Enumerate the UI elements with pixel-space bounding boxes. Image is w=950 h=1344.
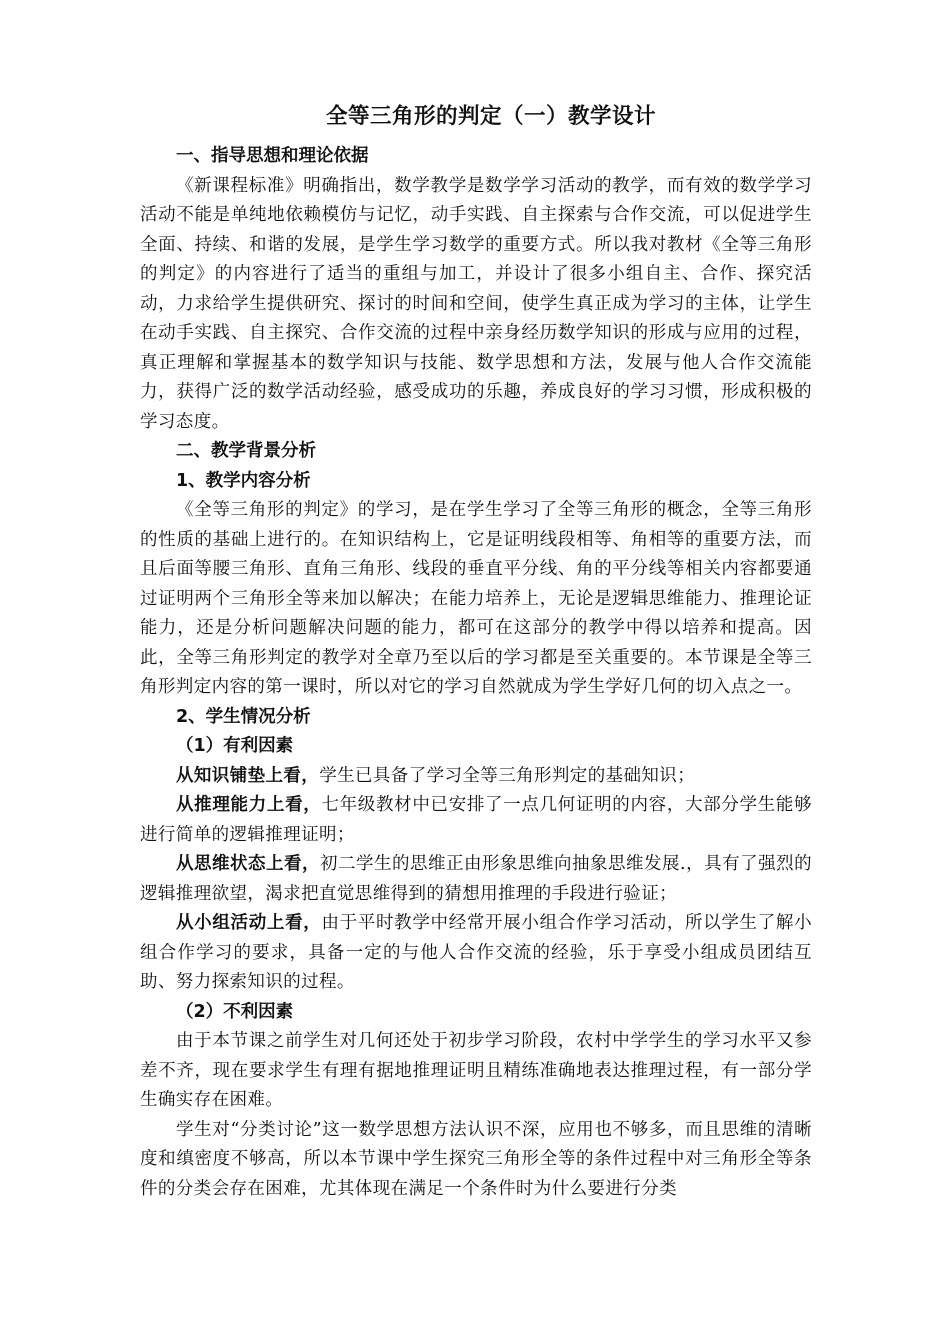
item-text: 初二学生的思维正由形象思维向抽象思维发展.，具有了强烈的逻辑推理欲望，渴求把直觉思维得到的猜想用推理的手段进行验证； — [140, 854, 813, 904]
subsection-heading-content-analysis: 1、教学内容分析 — [176, 470, 311, 491]
paragraph-unfavorable-1: 由于本节课之前学生对几何还处于初步学习阶段，农村中学学生的学习水平又参差不齐，现在要求学生有理有据地推理证明且精练准确地表达推理过程，有一部分学生确实存在困难。 — [140, 1031, 812, 1110]
section-heading-guiding-ideas: 一、指导思想和理论依据 — [176, 146, 369, 166]
favorable-item-reasoning — [140, 791, 812, 850]
paragraph-guiding-ideas: 《新课程标准》明确指出，数学教学是数学学习活动的教学，而有效的数学学习活动不能是单纯地依赖模仿与记忆，动手实践、自主探索与合作交流，可以促进学生全面、持续、和谐的发展，是学生学习数学的重要方式。所以我对教材《全等三角形的判定》的内容进行了适当的重组与加工，并设计了很多小组自主、合作、探究活动，力求给学生提供研究、探讨的时间和空间，使学生真正成为学习的主体，让学生在动手实践、自主探究、合作交流的过程中亲身经历数学知识的形成与应用的过程，真正理解和掌握基本的数学知识与技能、数学思想和方法，发展与他人合作交流能力，获得广泛的数学活动经验，感受成功的乐趣，养成良好的学习习惯，形成积极的学习态度。 — [140, 175, 812, 432]
item-text: 七年级教材中已安排了一点几何证明的内容，大部分学生能够进行简单的逻辑推理证明； — [140, 795, 812, 845]
item-lead: 从思维状态上看， — [176, 854, 321, 874]
favorable-item-thinking — [140, 850, 812, 909]
document-title: 全等三角形的判定（一）教学设计 — [325, 104, 656, 129]
subheading-unfavorable-factors: （2）不利因素 — [176, 1001, 294, 1022]
subheading-favorable-factors: （1）有利因素 — [176, 736, 294, 756]
item-text: 学生已具备了学习全等三角形判定的基础知识； — [319, 765, 696, 786]
paragraph-unfavorable-2: 学生对“分类讨论”这一数学思想方法认识不深，应用也不够多，而且思维的清晰度和缜密度不够高，所以本节课中学生探究三角形全等的条件过程中对三角形全等条件的分类会存在困难，尤其体现在满足一个条件时为什么要进行分类 — [140, 1119, 812, 1199]
paragraph-content-analysis: 《全等三角形的判定》的学习，是在学生学习了全等三角形的概念，全等三角形的性质的基础上进行的。在知识结构上，它是证明线段相等、角相等的重要方法，而且后面等腰三角形、直角三角形、线段的垂直平分线、角的平分线等相关内容都要通过证明两个三角形全等来加以解决；在能力培养上，无论是逻辑思维能力、推理论证能力，还是分析问题解决问题的能力，都可在这部分的教学中得以培养和提高。因此，全等三角形判定的教学对全章乃至以后的学习都是至关重要的。本节课是全等三角形判定内容的第一课时，所以对它的学习自然就成为学生学好几何的切入点之一。 — [140, 500, 812, 697]
item-lead: 从知识铺垫上看， — [176, 765, 320, 786]
item-lead: 从小组活动上看， — [176, 913, 322, 933]
subsection-heading-student-analysis: 2、学生情况分析 — [176, 706, 311, 727]
favorable-item-group-activity — [140, 909, 812, 998]
item-text: 由于平时教学中经常开展小组合作学习活动，所以学生了解小组合作学习的要求，具备一定的与他人合作交流的经验，乐于享受小组成员团结互助、努力探索知识的过程。 — [140, 913, 812, 992]
section-heading-background: 二、教学背景分析 — [176, 441, 316, 461]
favorable-item-knowledge — [140, 762, 812, 792]
item-lead: 从推理能力上看， — [176, 795, 322, 815]
